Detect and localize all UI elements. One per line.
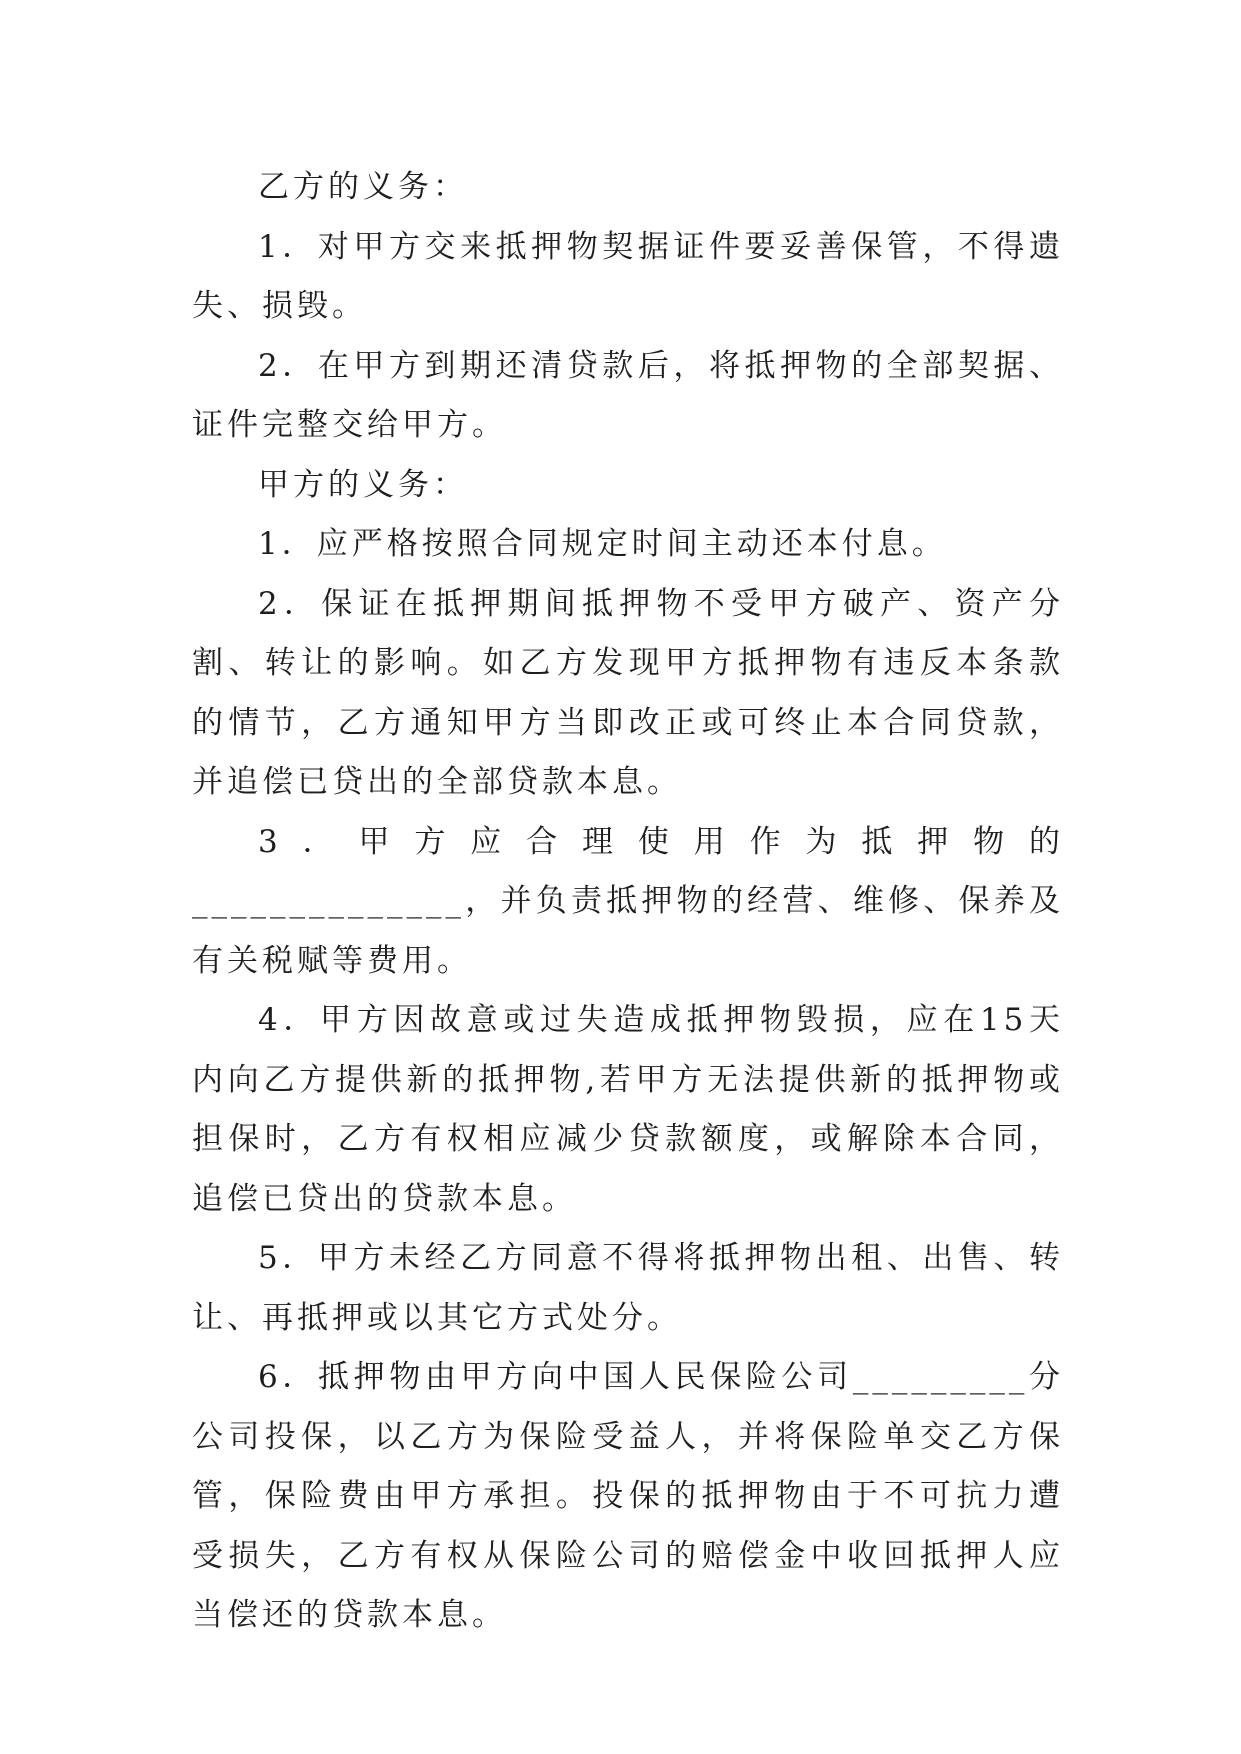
party-a-clause-5: 5．甲方未经乙方同意不得将抵押物出租、出售、转让、再抵押或以其它方式处分。	[192, 1240, 1064, 1336]
party-b-clause-1: 1．对甲方交来抵押物契据证件要妥善保管，不得遗失、损毁。	[192, 228, 1064, 324]
party-a-clause-4: 4．甲方因故意或过失造成抵押物毁损，应在15天内向乙方提供新的抵押物,若甲方无法提供新的抵押物或担保时，乙方有权相应减少贷款额度，或解除本合同，追偿已贷出的贷款本息。	[192, 1002, 1064, 1217]
section-heading-party-b-obligations: 乙方的义务：	[258, 169, 468, 205]
party-a-clause-6: 6．抵押物由甲方向中国人民保险公司_________分公司投保，以乙方为保险受益人，并将保险单交乙方保管，保险费由甲方承担。投保的抵押物由于不可抗力遭受损失，乙方有权从保险公司的赔偿金中收回抵押人应当偿还的贷款本息。	[192, 1359, 1064, 1633]
party-a-clause-2: 2．保证在抵押期间抵押物不受甲方破产、资产分割、转让的影响。如乙方发现甲方抵押物有违反本条款的情节，乙方通知甲方当即改正或可终止本合同贷款，并追偿已贷出的全部贷款本息。	[192, 585, 1064, 800]
party-a-clause-1: 1．应严格按照合同规定时间主动还本付息。	[258, 526, 947, 562]
section-heading-party-a-obligations: 甲方的义务：	[258, 466, 468, 503]
party-b-clause-2: 2．在甲方到期还清贷款后，将抵押物的全部契据、证件完整交给甲方。	[192, 347, 1064, 443]
document-body	[192, 158, 1064, 1646]
party-a-clause-3: 3．甲方应合理使用作为抵押物的______________，并负责抵押物的经营、维修、保养及有关税赋等费用。	[192, 823, 1064, 979]
